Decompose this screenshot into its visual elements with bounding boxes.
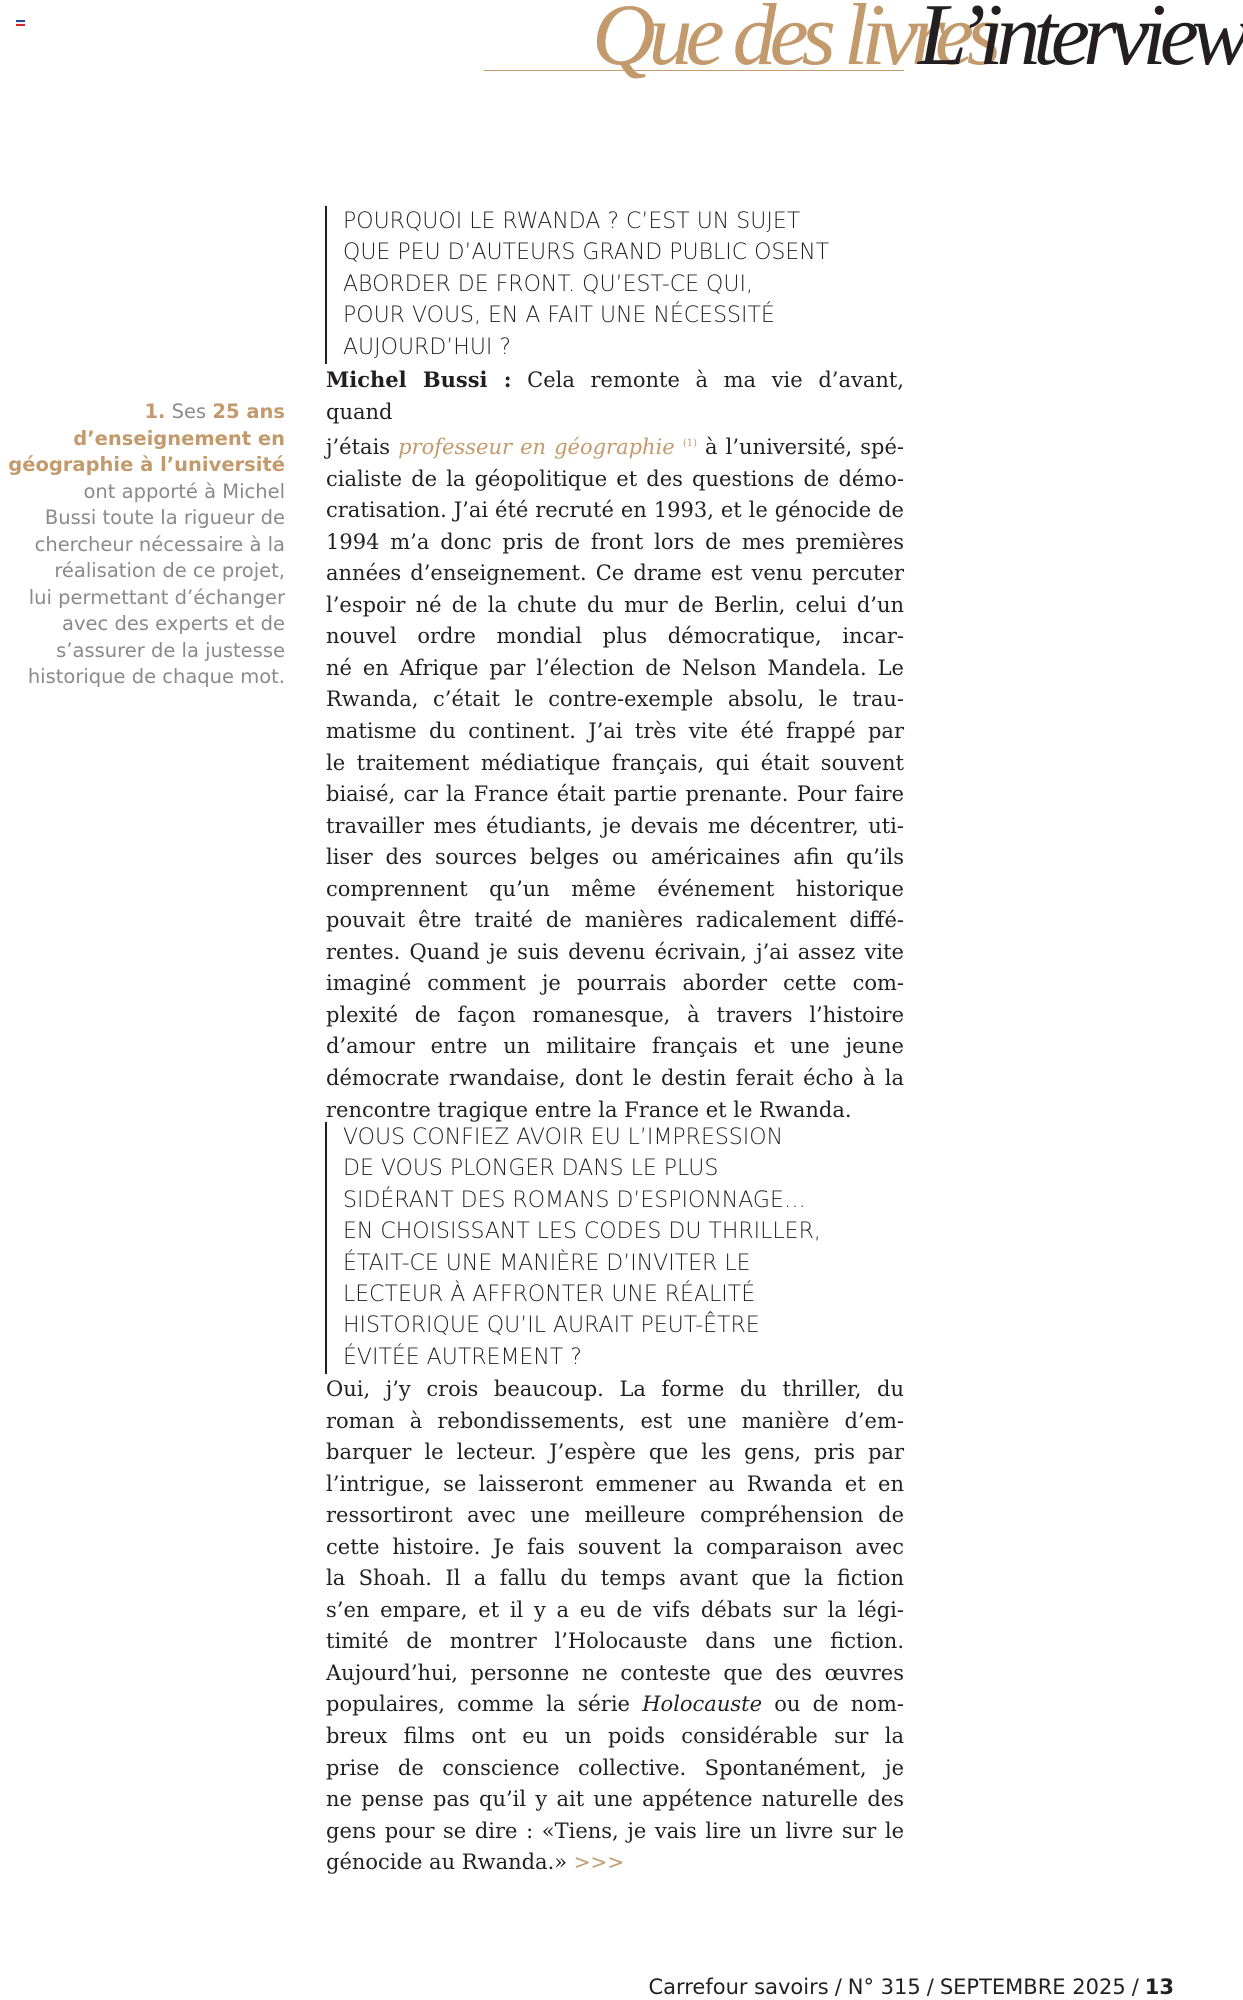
- answer-line: comprennent qu’un même événement historique: [326, 876, 904, 901]
- question-line: EN CHOISISSANT LES CODES DU THRILLER,: [343, 1219, 821, 1245]
- answer-line: années d’enseignement. Ce drame est venu percuter: [326, 561, 904, 586]
- sidenote-line: Bussi toute la rigueur de: [44, 506, 285, 529]
- answer-line: 1994 m’a donc pris de front lors de mes premières: [326, 529, 904, 554]
- footnote-link[interactable]: professeur en géographie: [398, 435, 675, 460]
- question-line: QUE PEU D’AUTEURS GRAND PUBLIC OSENT: [343, 240, 830, 266]
- answer-line: liser des sources belges ou américaines afin qu’ils: [326, 845, 904, 870]
- answer-line: imaginé comment je pourrais aborder cette com-: [326, 971, 904, 996]
- answer-line: matisme du continent. J’ai très vite été frappé par: [326, 719, 904, 744]
- sidenote-line: historique de chaque mot.: [27, 665, 285, 688]
- sidenote-line: chercheur nécessaire à la: [34, 532, 285, 556]
- question-line: VOUS CONFIEZ AVOIR EU L’IMPRESSION: [343, 1125, 784, 1150]
- sidenote-line: d’enseignement en: [73, 426, 285, 450]
- continue-arrow-icon[interactable]: >>>: [573, 1850, 625, 1875]
- answer-line: breux films ont eu un poids considérable sur la: [326, 1724, 904, 1749]
- answer-line: né en Afrique par l’élection de Nelson Mandela. Le: [326, 655, 904, 680]
- answer-text: ou de nom-: [762, 1692, 904, 1717]
- answer-line: roman à rebondissements, est une manière d’em-: [326, 1408, 904, 1433]
- page-footer: Carrefour savoirs / N° 315 / SEPTEMBRE 2025 / 13: [648, 1975, 1174, 1999]
- answer-line: [326, 1689, 904, 1721]
- interview-answer-1: [326, 364, 904, 1126]
- sidenote-number: 1.: [144, 400, 166, 423]
- answer-line: Rwanda, c’était le contre-exemple absolu, le trau-: [326, 687, 904, 712]
- answer-line: ressortiront avec une meilleure compréhension de: [326, 1503, 904, 1528]
- answer-line: Aujourd’hui, personne ne conteste que des œuvres: [326, 1660, 904, 1685]
- question-line: AUJOURD’HUI ?: [343, 334, 512, 360]
- sidenote-years: 25 ans: [212, 400, 285, 423]
- answer-line: s’en empare, et il y a eu de vifs débats sur la légi-: [326, 1597, 904, 1622]
- answer-line: rencontre tragique entre la France et le Rwanda.: [326, 1097, 852, 1122]
- answer-line: d’amour entre un militaire français et une jeune: [326, 1034, 904, 1059]
- answer-text: populaires, comme la série: [326, 1692, 643, 1717]
- answer-text: à l’université, spé-: [696, 435, 904, 460]
- question-line: LECTEUR À AFFRONTER UNE RÉALITÉ: [343, 1282, 756, 1308]
- answer-line: [326, 364, 904, 428]
- sidenote-pre: Ses: [171, 400, 207, 423]
- question-line: DE VOUS PLONGER DANS LE PLUS: [343, 1156, 719, 1182]
- sidenote-line: s’assurer de la justesse: [56, 638, 285, 662]
- interview-question-2: [325, 1122, 943, 1374]
- question-line: SIDÉRANT DES ROMANS D’ESPIONNAGE…: [343, 1187, 806, 1213]
- sidenote-line: réalisation de ce projet,: [54, 559, 285, 582]
- answer-line: travailler mes étudiants, je devais me décentrer, uti-: [326, 813, 904, 838]
- answer-line: barquer le lecteur. J’espère que les gens, pris par: [326, 1440, 904, 1465]
- question-line: ÉVITÉE AUTREMENT ?: [343, 1344, 582, 1370]
- answer-line: [326, 428, 904, 464]
- series-title: Holocauste: [642, 1692, 762, 1717]
- question-line: POUR VOUS, EN A FAIT UNE NÉCESSITÉ: [343, 303, 775, 329]
- answer-line: biaisé, car la France était partie prenante. Pour faire: [326, 782, 904, 807]
- answer-line: nouvel ordre mondial plus démocratique, incar-: [326, 624, 904, 649]
- answer-line: ne pense pas qu’il y ait une appétence naturelle des: [326, 1787, 904, 1812]
- interview-answer-2: [326, 1374, 904, 1879]
- speaker-name: Michel Bussi :: [326, 367, 512, 392]
- answer-line: prise de conscience collective. Spontanément, je: [326, 1755, 904, 1780]
- answer-line: timité de montrer l’Holocauste dans une fiction.: [326, 1629, 904, 1654]
- question-line: ABORDER DE FRONT. QU’EST-CE QUI,: [343, 271, 753, 297]
- answer-line: Oui, j’y crois beaucoup. La forme du thriller, du: [326, 1377, 904, 1401]
- answer-line: plexité de façon romanesque, à travers l’histoire: [326, 1002, 904, 1027]
- sidenote-line: ont apporté à Michel: [83, 479, 285, 503]
- sidenote: [0, 399, 285, 691]
- question-line: HISTORIQUE QU’IL AURAIT PEUT-ÊTRE: [343, 1313, 760, 1339]
- sidenote-line: géographie à l’université: [8, 453, 285, 476]
- answer-line: démocrate rwandaise, dont le destin ferait écho à la: [326, 1066, 904, 1091]
- answer-line: l’espoir né de la chute du mur de Berlin, celui d’un: [326, 592, 904, 617]
- answer-line: cratisation. J’ai été recruté en 1993, et le génocide de: [326, 498, 904, 523]
- footnote-marker: (1): [682, 438, 697, 450]
- question-line: POURQUOI LE RWANDA ? C’EST UN SUJET: [343, 209, 801, 234]
- answer-line: pouvait être traité de manières radicalement diffé-: [326, 908, 904, 933]
- sidenote-line: lui permettant d’échanger: [28, 585, 285, 609]
- question-line: ÉTAIT-CE UNE MANIÈRE D’INVITER LE: [343, 1250, 751, 1276]
- answer-line: le traitement médiatique français, qui était souvent: [326, 750, 904, 775]
- magazine-section-brand: Que des livres: [592, 0, 995, 84]
- page-number: 13: [1144, 1975, 1174, 1999]
- footer-magazine: Carrefour savoirs: [648, 1975, 829, 1999]
- answer-line: la Shoah. Il a fallu du temps avant que la fiction: [326, 1566, 904, 1591]
- answer-line: rentes. Quand je suis devenu écrivain, j’ai assez vite: [326, 939, 904, 964]
- interview-question-1: [325, 206, 943, 364]
- answer-line: cette histoire. Je fais souvent la comparaison avec: [326, 1534, 904, 1559]
- sidenote-line: avec des experts et de: [62, 612, 285, 635]
- flag-icon: [16, 20, 25, 26]
- footer-date: SEPTEMBRE 2025: [939, 1975, 1126, 1999]
- section-title: L’interview: [918, 0, 1243, 84]
- answer-line: gens pour se dire : «Tiens, je vais lire un livre sur le: [326, 1818, 904, 1843]
- answer-line: [326, 1847, 904, 1879]
- footer-issue: N° 315: [847, 1975, 921, 1999]
- answer-text: Cela remonte à ma vie d’avant, quand: [326, 368, 904, 424]
- answer-text: j’étais: [326, 435, 399, 460]
- answer-line: l’intrigue, se laisseront emmener au Rwanda et en: [326, 1471, 904, 1496]
- answer-line: cialiste de la géopolitique et des questions de démo-: [326, 466, 904, 491]
- answer-text: génocide au Rwanda.»: [326, 1850, 568, 1875]
